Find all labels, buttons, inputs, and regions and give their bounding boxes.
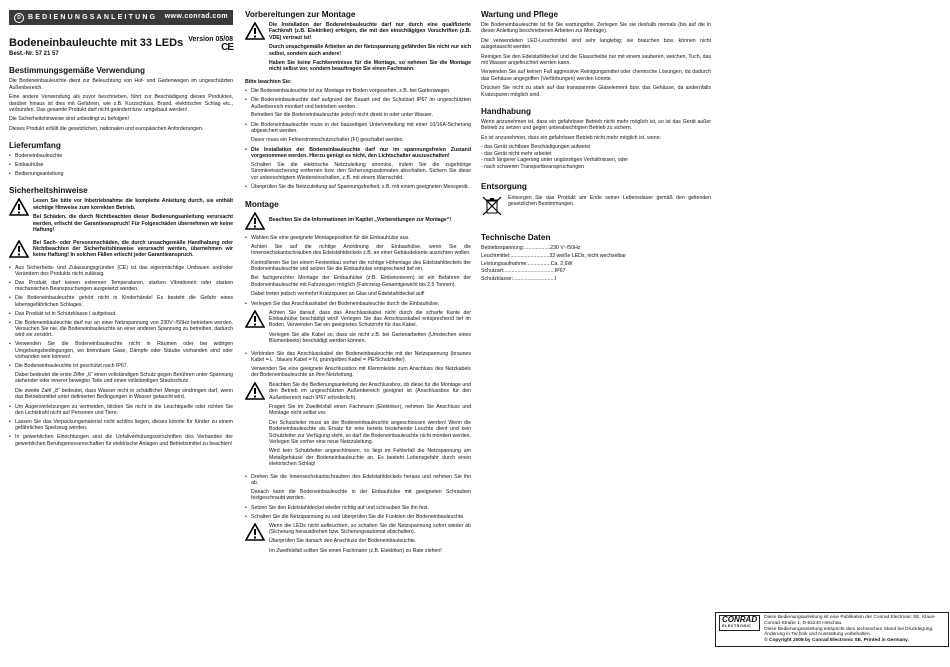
list-item: • Die Installation der Bodeneinbauleuchte darf nur im spannungsfreien Zustand vorgenommen werden. Hierzu genügt es nicht, den Lichtschalter auszuschalten! <box>245 147 471 160</box>
warning-triangle-icon <box>245 22 265 76</box>
logo-subtext: ELECTRONIC <box>722 624 752 628</box>
logo-text: CONRAD <box>722 615 758 624</box>
prep-list-2 <box>245 122 471 135</box>
publisher-footer <box>715 612 949 647</box>
version-label: Version 05/08 <box>188 36 233 43</box>
spec-dots: .................. <box>524 245 551 252</box>
warning-block <box>245 212 471 232</box>
header-url[interactable]: www.conrad.com <box>164 13 228 21</box>
spec-row <box>481 268 711 274</box>
section-title-mounting: Montage <box>245 199 279 209</box>
list-item: - nach längerer Lagerung unter ungünstigen Verhältnissen, oder <box>481 157 629 164</box>
paragraph: Entsorgen Sie das Produkt am Ende seiner Lebensdauer gemäß den geltenden gesetzlichen Bestimmungen. <box>508 194 711 208</box>
column-left <box>9 10 233 449</box>
scope-list <box>9 153 233 177</box>
list-item: • Lassen Sie das Verpackungsmaterial nicht achtlos liegen, dieses könnte für Kinder zu einem gefährlichen Spielzeug werden. <box>9 419 233 432</box>
warning-triangle-icon <box>9 240 29 262</box>
note-title: Bitte beachten Sie: <box>245 78 292 85</box>
warning-triangle-icon <box>9 198 29 236</box>
spec-label: Schutzklasse: <box>481 275 514 282</box>
list-item: • Das Produkt darf keinen extremen Temperaturen, starken Vibrationen oder starken mechanischen Beanspruchungen ausgesetzt werden. <box>9 280 233 293</box>
list-item: • Die Bodeneinbauleuchte ist geschützt nach IP67. <box>9 363 233 369</box>
warning-text: Im Zweifelsfall sollten Sie einen Fachmann (z.B. Elektriker) zu Rate ziehen! <box>269 547 442 554</box>
section-title-preparation: Vorbereitungen zur Montage <box>245 10 356 19</box>
spec-value: IP67 <box>554 268 566 275</box>
spec-row <box>481 245 711 251</box>
conrad-logo <box>719 615 760 631</box>
list-item: • Setzen Sie den Edelstahldeckel wieder richtig auf und schrauben Sie ihn fest. <box>245 505 471 511</box>
footer-line: Diese Bedienungsanleitung ist eine Publikation der Conrad Electronic SE, Klaus-Conrad-Straße 1, D-92240 Hirschau. <box>764 615 936 626</box>
section-title-scope: Lieferumfang <box>9 141 61 151</box>
warning-text: Achten Sie darauf, dass das Anschlusskabel nicht durch die scharfe Kante der Einbauhülse beschädigt wird! Verlegen Sie das Anschlusskabel entsprechend tief im Boden. Verwenden Sie ein geeignetes Schutzrohr für das Kabel. <box>269 309 471 329</box>
list-item: - nach schweren Transportbeanspruchungen <box>481 163 584 170</box>
spec-dots: ................ <box>527 260 551 267</box>
handling-list <box>481 144 711 170</box>
list-item: • Die Bodeneinbauleuchte gehört nicht in Kinderhände! Es besteht die Gefahr eines lebensgefährlichen Schlages. <box>9 295 233 308</box>
spec-label: Schutzart: <box>481 268 505 275</box>
prep-list-4 <box>245 184 471 190</box>
spec-row <box>481 276 711 282</box>
warning-text: Wenn die LEDs nicht aufleuchten, so schalten Sie die Netzspannung sofort wieder ab (Sicherung herausdrehen bzw. Sicherungsautomat abschalten). <box>269 522 471 535</box>
list-item: • Die Bodeneinbauleuchte darf aufgrund der Bauart und der Schutzart IP67 im ungeschützten Außenbereich montiert und betrieben werden. <box>245 97 471 110</box>
ce-mark-icon: CE <box>221 42 233 54</box>
list-item: • Wählen Sie eine geeignete Montageposition für die Einbauhülse aus. <box>245 235 471 241</box>
mount-list-4 <box>245 474 471 487</box>
paragraph: Schalten Sie die elektrische Netzzuleitung stromlos, indem Sie die zugehörige Stromkreissicherung entfernen bzw. den Sicherungsautomaten abschalten. Sichern Sie diese vor unberechtigtem Wiedereinschalten, z.B. mit einem Warnschild. <box>251 161 471 181</box>
paragraph: Drücken Sie nicht zu stark auf das transparente Glaselement bzw. das Gehäuse, da andernfalls Kratzspuren möglich sind. <box>481 85 711 98</box>
paragraph: Reinigen Sie den Edelstahldeckel und die Glasscheibe nur mit einem sauberen, weichen, Tuch, das mit Wasser angefeuchtet werden kann. <box>481 53 711 67</box>
list-item: • Die Bodeneinbauleuchte darf nur an einer Netzspannung von 230V~/50Hz betrieben werden. Versuchen Sie nie, die Bodeneinbauleuchte an einer anderen Spannung zu betreiben, dadurch wird sie zerstört. <box>9 320 233 339</box>
paragraph: Achten Sie auf die richtige Anordnung der Einbauhülse, wenn Sie die Innensechskantschrauben des Edelstahldeckels z.B. an einer Gebäudekante ausrichten wollen. <box>251 243 471 257</box>
spec-row <box>481 253 711 259</box>
spec-dots: ........................... <box>510 252 550 259</box>
spec-value: I <box>554 275 557 282</box>
list-item: • Verbinden Sie das Anschlusskabel der Bodeneinbauleuchte mit der Netzspannung (braunes Kabel = L , blaues Kabel = N, grün/gelbes Kabel = PE/Schutzleiter). <box>245 351 471 364</box>
mount-list <box>245 235 471 241</box>
paragraph: Danach kann die Bodeneinbauleuchte in der Einbauhülse mit geeigneten Schrauben festgeschraubt werden. <box>251 488 471 502</box>
spec-value: 230 V~/50Hz <box>550 245 581 252</box>
warning-text: Lesen Sie bitte vor Inbetriebnahme die komplette Anleitung durch, sie enthält wichtige Hinweise zum korrekten Betrieb. <box>33 198 233 211</box>
list-item: • Überprüfen Sie die Netzzuleitung auf Spannungsfreiheit, z.B. mit einem geeigneten Messgerät. <box>245 184 471 190</box>
warning-block <box>245 523 471 558</box>
paragraph: Die Bodeneinbauleuchte ist für Sie wartungsfrei. Zerlegen Sie sie deshalb niemals (bis auf die in dieser Anleitung beschriebenen Arbeiten zur Montage). <box>481 22 711 35</box>
title-row <box>9 37 233 57</box>
spec-dots: ................................... <box>504 268 555 275</box>
section-title-tech: Technische Daten <box>481 233 551 243</box>
section-title-safety: Sicherheitshinweise <box>9 186 88 196</box>
warning-text: Verlegen Sie alle Kabel so, dass sie nicht z.B. bei Gartenarbeiten (Umstechen eines Blumenbeets) beschädigt werden können. <box>269 331 471 345</box>
header-brand: BEDIENUNGSANLEITUNG <box>28 13 158 21</box>
crossed-bin-icon <box>481 195 503 219</box>
mount-list-2 <box>245 301 471 307</box>
paragraph: Wenn anzunehmen ist, dass ein gefahrloser Betrieb nicht mehr möglich ist, so ist das Gerät außer Betrieb zu setzen und gegen unbeabsichtigten Betrieb zu sichern. <box>481 119 711 132</box>
list-item: • Bodeneinbauleuchte <box>9 153 233 159</box>
order-number: Best.-Nr. 57 21 57 <box>9 51 59 57</box>
prep-list-3 <box>245 147 471 160</box>
paragraph: Die Sicherheitshinweise sind unbedingt zu befolgen! <box>9 116 129 123</box>
list-item: • Verwenden Sie die Bodeneinbauleuchte nicht in Räumen oder bei widrigen Umgebungsbedingungen, wo brennbare Gase, Dämpfe oder Stäube vorhanden sind oder vorhanden sein können! <box>9 341 233 360</box>
spec-value: Ca. 2,6W <box>550 260 573 267</box>
list-item: • Die Bodeneinbauleuchte muss in der bauseitigen Unterverteilung mit einer 10/16A-Sicherung abgesichert werden. <box>245 122 471 135</box>
disposal-block <box>481 195 711 219</box>
warning-text: Beachten Sie die Informationen im Kapitel „Vorbereitungen zur Montage“! <box>269 216 452 223</box>
paragraph: Es ist anzunehmen, dass ein gefahrloser Betrieb nicht mehr möglich ist, wenn: <box>481 134 661 141</box>
warning-text: Die Installation der Bodeneinbauleuchte darf nur durch eine qualifizierte Fachkraft (z.B. Elektriker) erfolgen, die mit den einschlägigen Vorschriften (z.B. VDE) vertraut ist! <box>269 22 471 41</box>
mount-list-3 <box>245 351 471 364</box>
spec-label: Leistungsaufnahme: <box>481 260 528 267</box>
list-item: • Einbauhülse <box>9 162 233 168</box>
paragraph: Dabei bedeutet die erste Ziffer „6“ einen vollständigen Schutz gegen Berühren unter Spannung stehender oder innerer bewegter Teile und einen vollständigen Staubschutz. <box>15 371 233 385</box>
copyright: © Copyright 2008 by Conrad Electronic SE. Printed in Germany. <box>764 638 909 644</box>
list-item: • Schalten Sie die Netzspannung zu und überprüfen Sie die Funktion der Bodeneinbauleuchte. <box>245 514 471 520</box>
list-item: - das Gerät sichtbare Beschädigungen aufweist <box>481 144 591 151</box>
paragraph: Verwenden Sie auf keinen Fall aggressive Reinigungsmittel oder chemische Lösungen, da dadurch das Gehäuse angegriffen (Verfärbungen) werden könnte. <box>481 69 711 82</box>
warning-text: Bei Sach- oder Personenschäden, die durch unsachgemäße Handhabung oder Nichtbeachten der Sicherheitshinweise verursacht werden, übernehmen wir keine Haftung! In solchen Fällen erlischt jeder Garantieanspruch. <box>33 239 233 259</box>
warning-block <box>9 198 233 236</box>
header-brand-wrap <box>14 13 157 23</box>
warning-triangle-icon <box>245 523 265 558</box>
warning-block <box>245 22 471 76</box>
spec-label: Leuchtmittel: <box>481 252 511 259</box>
paragraph: Verwenden Sie eine geeignete Anschlussbox mit Klemmleiste zum Anschluss des Netzkabels der Bodeneinbauleuchte an Ihre Netzleitung. <box>251 365 471 379</box>
section-title-handling: Handhabung <box>481 107 532 117</box>
prep-list <box>245 88 471 110</box>
paragraph: Die verwendeten LED-Leuchtmittel sind sehr langlebig; sie brauchen bzw. können nicht ausgetauscht werden. <box>481 37 711 51</box>
list-item: • Das Produkt ist in Schutzklasse I aufgebaut. <box>9 311 233 317</box>
paragraph: Eine andere Verwendung als zuvor beschrieben, führt zur Beschädigung dieses Produktes, darüber hinaus ist dies mit Gefahren, wie z.B. Kurzschluss, Brand, elektrischer Schlag etc., verbunden. Das gesamte Produkt darf nicht geändert bzw. umgebaut werden! <box>9 94 233 114</box>
section-title-use: Bestimmungsgemäße Verwendung <box>9 66 146 76</box>
warning-text: Haben Sie keine Fachkenntnisse für die Montage, so nehmen Sie die Montage nicht selbst vor, sondern beauftragen Sie einen Fachmann. <box>269 60 471 73</box>
spec-label: Betriebsspannung: <box>481 245 525 252</box>
warning-text: Durch unsachgemäße Arbeiten an der Netzspannung gefährden Sie nicht nur sich selbst, sondern auch andere! <box>269 44 471 57</box>
warning-text: Der Schutzleiter muss an der Bodeneinbauleuchte angeschlossen werden! Wenn die Bodeneinbauleuchte als Ersatz für eine bereits bestehende Leuchte dient und kein Schutzleiter zur Verfügung steht, so darf die Bodeneinbauleuchte nicht montiert werden. Verlegen Sie vorher eine neue Netzzuleitung. <box>269 419 471 445</box>
spec-dots: ............................. <box>513 275 555 282</box>
list-item: • Drehen Sie die Innensechskantschrauben des Edelstahldeckels heraus und nehmen Sie ihn ab. <box>245 474 471 487</box>
warning-triangle-icon <box>245 382 265 471</box>
section-title-care: Wartung und Pflege <box>481 10 559 19</box>
header-bar <box>9 10 233 25</box>
warning-text: Beachten Sie die Bedienungsanleitung der Anschlussbox, ob diese für die Montage und den Betrieb im ungeschützten Außenbereich geeignet ist (Anschlussbox für den Außenbereich nach IP67 erforderlich). <box>269 381 471 401</box>
warning-text: Fragen Sie im Zweifelsfall einen Fachmann (Elektriker), nehmen Sie Anschluss und Montage nicht selbst vor. <box>269 403 471 417</box>
spec-table <box>481 245 711 282</box>
list-item: • Aus Sicherheits- und Zulassungsgründen (CE) ist das eigenmächtige Umbauen und/oder Verändern des Produkts nicht zulässig. <box>9 265 233 278</box>
paragraph: Kontrollieren Sie bei einem Festeinbau vorher die richtige Höhenlage des Edelstahldeckels der Bodeneinbauleuchte und setzen Sie die Einbauhülse entsprechend tief ein. <box>251 259 471 273</box>
paragraph: Bei fachgerechter Montage der Einbauhülse (z.B. Einbetonieren) ist ein Befahren der Bodeneinbauleuchte mit Fahrzeugen möglich (Fahrzeug-Gesamtgewicht bis 2,5 Tonnen). <box>251 275 471 288</box>
warning-triangle-icon <box>245 212 265 232</box>
spec-row <box>481 261 711 267</box>
paragraph: Betreiben Sie die Bodeneinbauleuchte jedoch nicht direkt in oder unter Wasser. <box>251 112 434 119</box>
warning-text: Wird kein Schutzleiter angeschlossen, so liegt im Fehlerfall die Netzspannung am Metallgehäuse der Bodeneinbauleuchte an. Es besteht Lebensgefahr durch einen elektrischen Schlag! <box>269 448 471 468</box>
paragraph: Die zweite Zahl „8“ bedeutet, dass Wasser nicht in schädlicher Menge eindringen darf, wenn das Betriebsmittel unter definierten Bedingungen in Wasser getaucht wird. <box>15 387 233 401</box>
warning-triangle-icon <box>245 310 265 348</box>
paragraph: Davor muss ein Fehlerstromschutzschalter (FI) geschaltet werden. <box>251 137 404 144</box>
list-item: - das Gerät nicht mehr arbeitet <box>481 150 552 157</box>
list-item: • Verlegen Sie das Anschlusskabel der Bodeneinbauleuchte durch die Einbauhülse. <box>245 301 471 307</box>
paragraph: Dieses Produkt erfüllt die gesetzlichen, nationalen und europäischen Anforderungen. <box>9 125 204 132</box>
product-title: Bodeneinbauleuchte mit 33 LEDs <box>9 37 184 49</box>
safety-list <box>9 265 233 370</box>
warning-text: Überprüfen Sie danach den Anschluss der Bodeneinbauleuchte. <box>269 538 417 545</box>
section-title-disposal: Entsorgung <box>481 181 527 191</box>
list-item: • Bedienungsanleitung <box>9 171 233 177</box>
spec-value: 33 weiße LEDs, nicht wechselbar <box>549 252 627 259</box>
mount-list-5 <box>245 505 471 520</box>
list-item: • Die Bodeneinbauleuchte ist zur Montage im Boden vorgesehen, z.B. bei Gartenwegen. <box>245 88 471 94</box>
language-badge: D <box>14 13 24 23</box>
paragraph: Dabei treten jedoch vermehrt Kratzspuren an Glas und Edelstahldeckel auf! <box>251 291 425 298</box>
warning-block <box>9 240 233 262</box>
warning-text: Bei Schäden, die durch Nichtbeachten dieser Bedienungsanleitung verursacht werden, erlischt der Garantieanspruch! Für Folgeschäden übernehmen wir keine Haftung! <box>33 214 233 234</box>
warning-block <box>245 310 471 348</box>
list-item: • In gewerblichen Einrichtungen sind die Unfallverhütungsvorschriften des Verbandes der gewerblichen Berufsgenossenschaften für elektrische Anlagen und Betriebsmittel zu beachten! <box>9 434 233 447</box>
safety-list-2 <box>9 404 233 447</box>
warning-block <box>245 382 471 471</box>
list-item: • Um Augenverletzungen zu vermeiden, blicken Sie nicht in die Leuchtquelle oder richten Sie den Lichtstrahl nicht auf Personen und Tiere. <box>9 404 233 417</box>
paragraph: Die Bodeneinbauleuchte dient zur Beleuchtung von Hof- und Gartenwegen im ungeschützten Außenbereich. <box>9 78 233 91</box>
column-middle <box>245 10 471 560</box>
footer-line: Diese Bedienungsanleitung entspricht dem technischen Stand bei Drucklegung. Änderung in Technik und Ausstattung vorbehalten. <box>764 626 934 638</box>
column-right <box>481 10 711 283</box>
